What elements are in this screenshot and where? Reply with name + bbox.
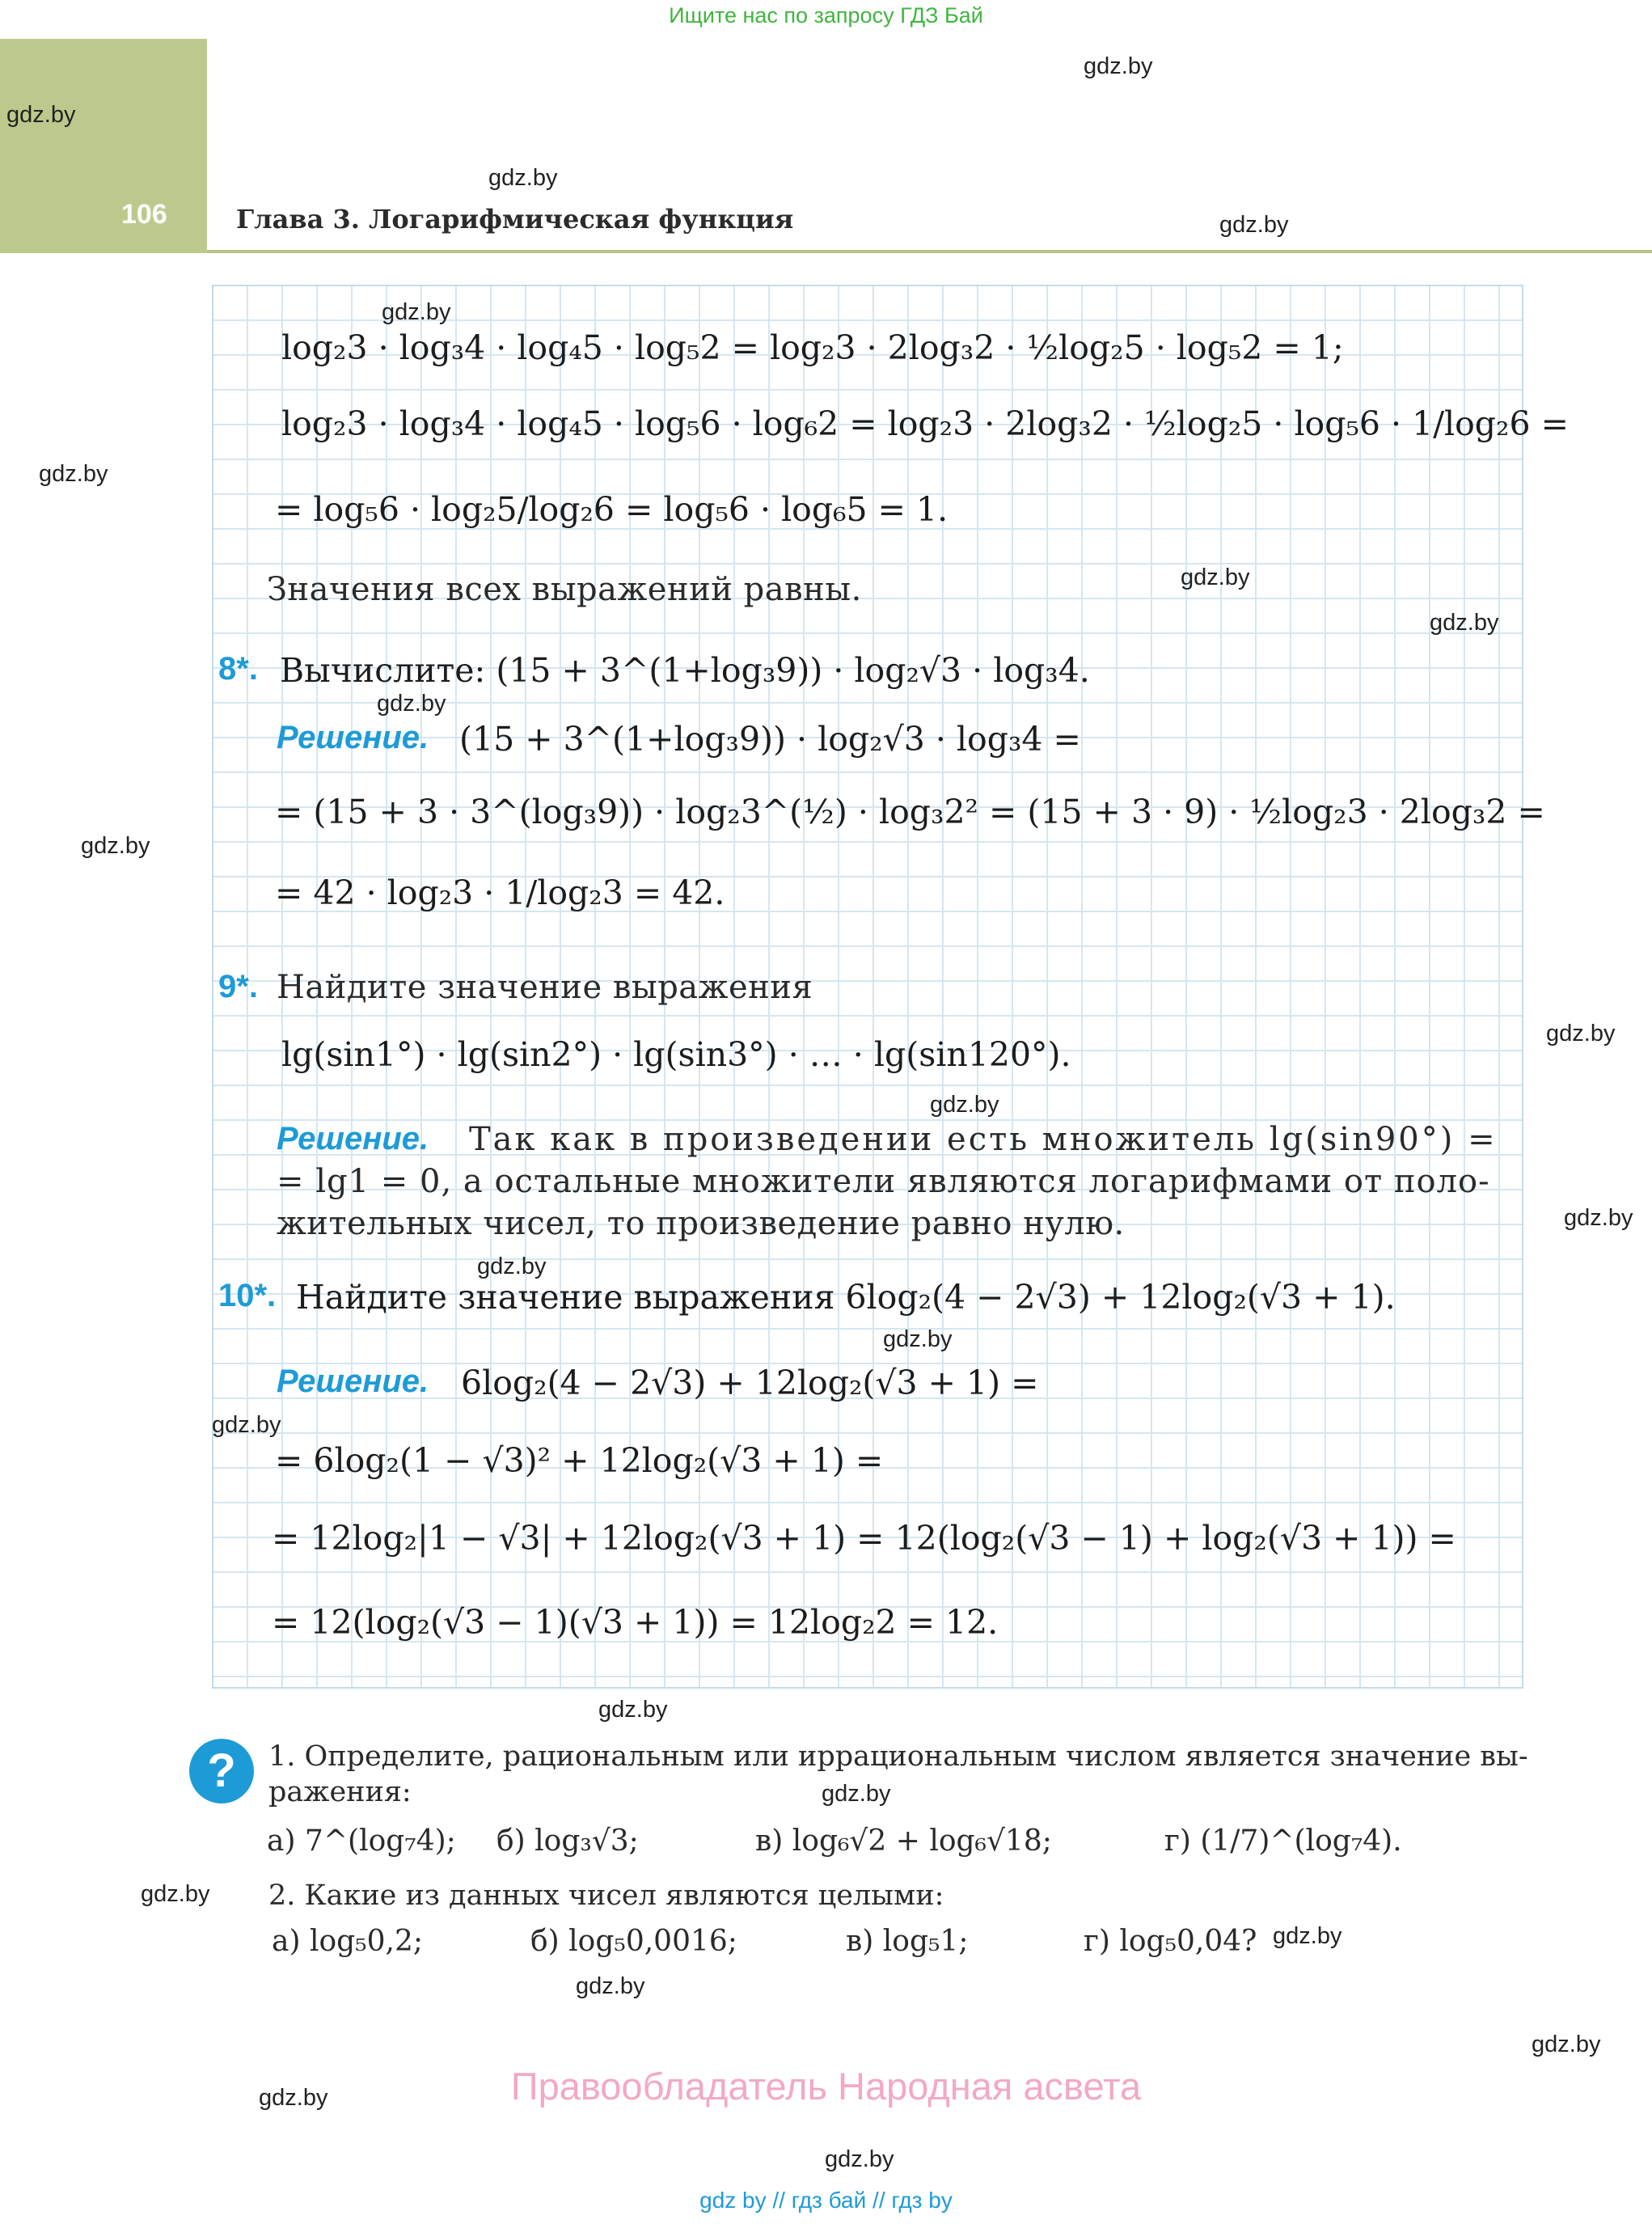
watermark: gdz.by (377, 691, 446, 717)
equation-line-2: log₂3 · log₃4 · log₄5 · log₅6 · log₆2 = log₂3 · 2log₃2 · ½log₂5 · log₅6 · 1/log₂6 = (281, 404, 1569, 443)
watermark: gdz.by (259, 2085, 328, 2111)
watermark: gdz.by (1181, 564, 1250, 590)
conclusion-text: Значения всех выражений равны. (267, 571, 862, 608)
header-divider (207, 250, 1652, 253)
watermark: gdz.by (598, 1697, 668, 1723)
watermark: gdz.by (39, 461, 108, 487)
chapter-title: Глава 3. Логарифмическая функция (236, 204, 794, 235)
watermark: gdz.by (81, 833, 150, 859)
watermark: gdz.by (1273, 1923, 1342, 1949)
task-9-number: 9*. (218, 969, 258, 1004)
watermark: gdz.by (1546, 1021, 1616, 1046)
watermark: gdz.by (212, 1412, 281, 1438)
equation-line-1: log₂3 · log₃4 · log₄5 · log₅2 = log₂3 · 2log₃2 · ½log₂5 · log₅2 = 1; (281, 328, 1344, 367)
task-8-solution-line-2: = (15 + 3 · 3^(log₃9)) · log₂3^(½) · log₃2² = (15 + 3 · 9) · ½log₂3 · 2log₃2 = (275, 793, 1545, 831)
question-1-option-d: г) (1/7)^(log₇4). (1164, 1824, 1402, 1858)
task-9-solution-line-3: жительных чисел, то произведение равно нулю. (277, 1205, 1125, 1242)
watermark: gdz.by (822, 1781, 891, 1807)
page-number-tab (0, 39, 207, 253)
question-2-option-d: г) log₅0,04? (1084, 1925, 1257, 1958)
task-9-solution-line-1: Так как в произведении есть множитель lg(sin90°) = (469, 1121, 1498, 1158)
page-number: 106 (121, 199, 167, 230)
watermark: gdz.by (883, 1326, 953, 1352)
top-search-link[interactable]: Ищите нас по запросу ГДЗ Бай (669, 3, 983, 27)
copyright-notice: Правообладатель Народная асвета (510, 2065, 1142, 2108)
question-icon: ? (189, 1739, 254, 1803)
equation-line-3: = log₅6 · log₂5/log₂6 = log₅6 · log₆5 = 1. (275, 490, 949, 529)
question-1-line-1: 1. Определите, рациональным или иррациональным числом является значение вы- (268, 1740, 1528, 1773)
watermark: gdz.by (141, 1881, 210, 1907)
task-9-statement: Найдите значение выражения (277, 969, 813, 1006)
task-10-solution-line-4: = 12(log₂(√3 − 1)(√3 + 1)) = 12log₂2 = 12. (272, 1603, 999, 1642)
question-1-option-c: в) log₆√2 + log₆√18; (755, 1824, 1052, 1858)
task-8-solution-line-1: (15 + 3^(1+log₃9)) · log₂√3 · log₃4 = (459, 720, 1081, 759)
question-1-option-b: б) log₃√3; (496, 1824, 639, 1858)
task-10-statement: Найдите значение выражения 6log₂(4 − 2√3) + 12log₂(√3 + 1). (296, 1278, 1396, 1317)
watermark: gdz.by (1084, 53, 1153, 79)
question-1-option-a: а) 7^(log₇4); (267, 1824, 456, 1858)
watermark: gdz.by (477, 1254, 547, 1279)
task-9-expression: lg(sin1°) · lg(sin2°) · lg(sin3°) · … · lg(sin120°). (281, 1035, 1071, 1074)
task-10-solution-line-1: 6log₂(4 − 2√3) + 12log₂(√3 + 1) = (461, 1364, 1039, 1402)
question-2-text: 2. Какие из данных чисел являются целыми: (268, 1879, 944, 1912)
question-1-line-2: ражения: (268, 1776, 412, 1808)
watermark: gdz.by (825, 2146, 894, 2172)
task-10-solution-line-2: = 6log₂(1 − √3)² + 12log₂(√3 + 1) = (275, 1441, 884, 1480)
watermark: gdz.by (1219, 212, 1289, 238)
watermark: gdz.by (1430, 610, 1499, 636)
watermark: gdz.by (930, 1092, 999, 1118)
watermark: gdz.by (1564, 1205, 1633, 1231)
task-9-solution-line-2: = lg1 = 0, а остальные множители являются логарифмами от поло- (277, 1163, 1490, 1200)
footer-links[interactable]: gdz by // гдз бай // гдз by (699, 2188, 953, 2213)
task-8-solution-label: Решение. (277, 720, 429, 755)
task-10-solution-line-3: = 12log₂|1 − √3| + 12log₂(√3 + 1) = 12(log₂(√3 − 1) + log₂(√3 + 1)) = (272, 1519, 1456, 1558)
task-10-solution-label: Решение. (277, 1364, 429, 1399)
watermark: gdz.by (382, 299, 451, 325)
task-10-number: 10*. (218, 1278, 277, 1313)
watermark: gdz.by (576, 1973, 645, 1999)
task-8-number: 8*. (218, 651, 258, 687)
watermark: gdz.by (1532, 2032, 1601, 2057)
task-9-solution-label: Решение. (277, 1121, 429, 1156)
question-2-option-c: в) log₅1; (846, 1925, 969, 1958)
watermark: gdz.by (488, 165, 558, 191)
question-2-option-a: а) log₅0,2; (272, 1925, 423, 1958)
task-8-solution-line-3: = 42 · log₂3 · 1/log₂3 = 42. (275, 873, 725, 912)
question-2-option-b: б) log₅0,0016; (530, 1925, 737, 1958)
task-8-statement: Вычислите: (15 + 3^(1+log₃9)) · log₂√3 · log₃4. (280, 651, 1090, 690)
watermark: gdz.by (6, 102, 76, 128)
